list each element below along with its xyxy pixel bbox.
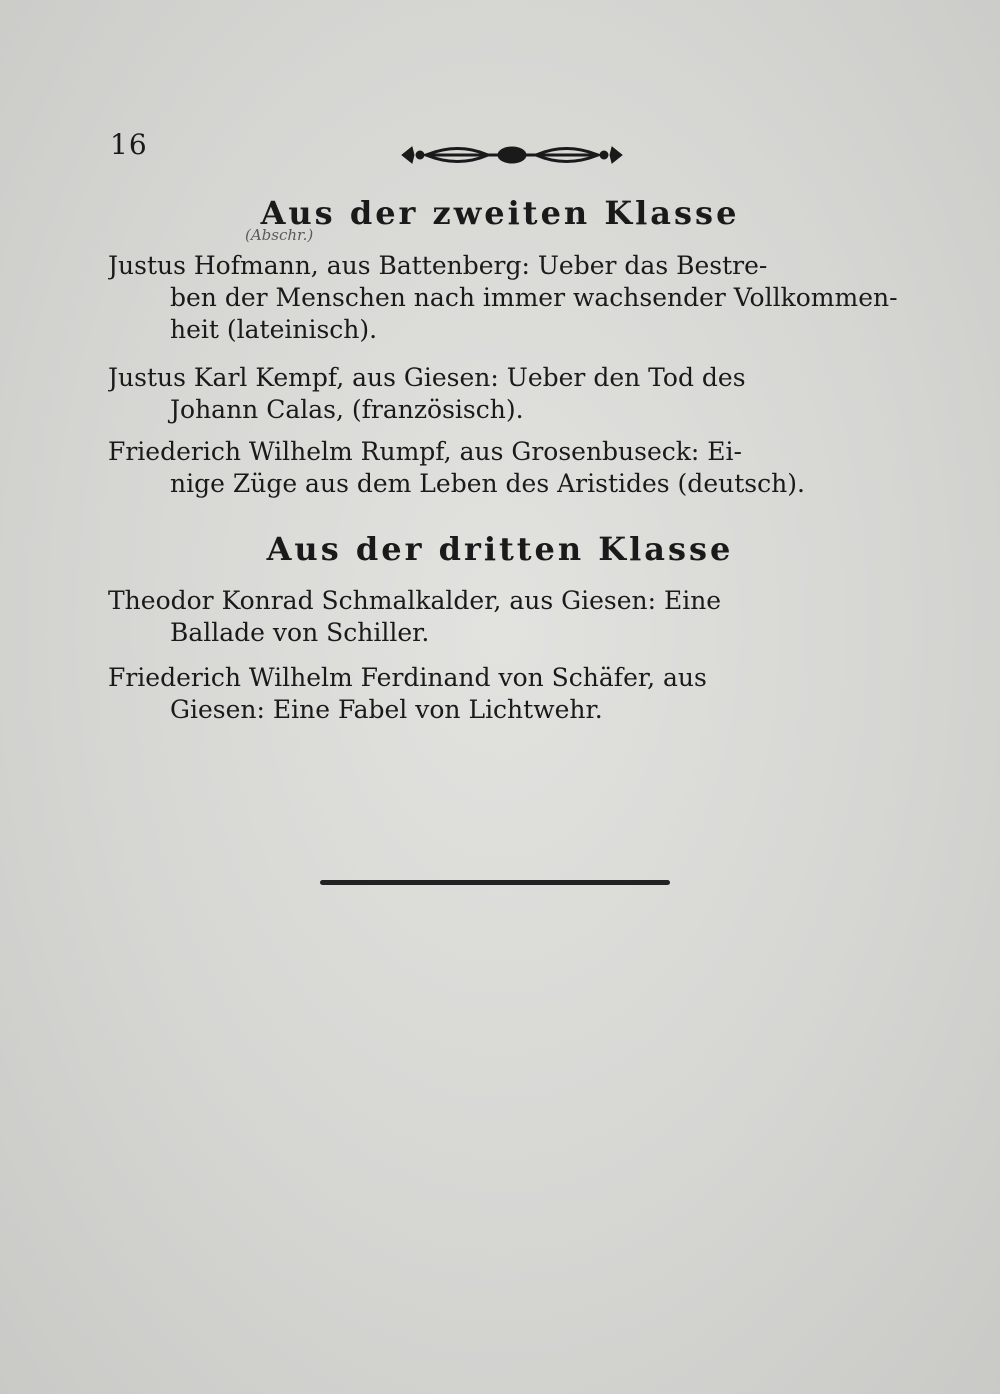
entry-line: Giesen: Eine Fabel von Lichtwehr.	[170, 695, 603, 724]
entry-kempf	[108, 362, 903, 426]
entry-line: ben der Menschen nach immer wachsender Vollkommen-	[170, 283, 898, 312]
closing-rule	[320, 880, 670, 885]
section-heading-second-class: Aus der zweiten Klasse	[260, 194, 740, 232]
section-heading-third-class: Aus der dritten Klasse	[266, 530, 734, 568]
ornament-icon	[398, 138, 626, 172]
entry-line: Friederich Wilhelm Ferdinand von Schäfer, aus	[108, 663, 707, 692]
entry-line: Justus Karl Kempf, aus Giesen: Ueber den Tod des	[108, 363, 746, 392]
entry-schaefer	[108, 662, 903, 726]
entry-line: Justus Hofmann, aus Battenberg: Ueber das Bestre-	[108, 251, 768, 280]
entry-line: Ballade von Schiller.	[170, 618, 430, 647]
entry-rumpf	[108, 436, 903, 500]
entry-hofmann	[108, 250, 903, 346]
entry-line: Friederich Wilhelm Rumpf, aus Grosenbuseck: Ei-	[108, 437, 742, 466]
handwritten-annotation: (Abschr.)	[245, 226, 314, 244]
page-number: 16	[110, 128, 148, 161]
entry-line: Theodor Konrad Schmalkalder, aus Giesen: Eine	[108, 586, 722, 615]
entry-line: heit (lateinisch).	[170, 315, 378, 344]
entry-schmalkalder	[108, 585, 903, 649]
entry-line: Johann Calas, (französisch).	[170, 395, 524, 424]
entry-line: nige Züge aus dem Leben des Aristides (deutsch).	[170, 469, 805, 498]
